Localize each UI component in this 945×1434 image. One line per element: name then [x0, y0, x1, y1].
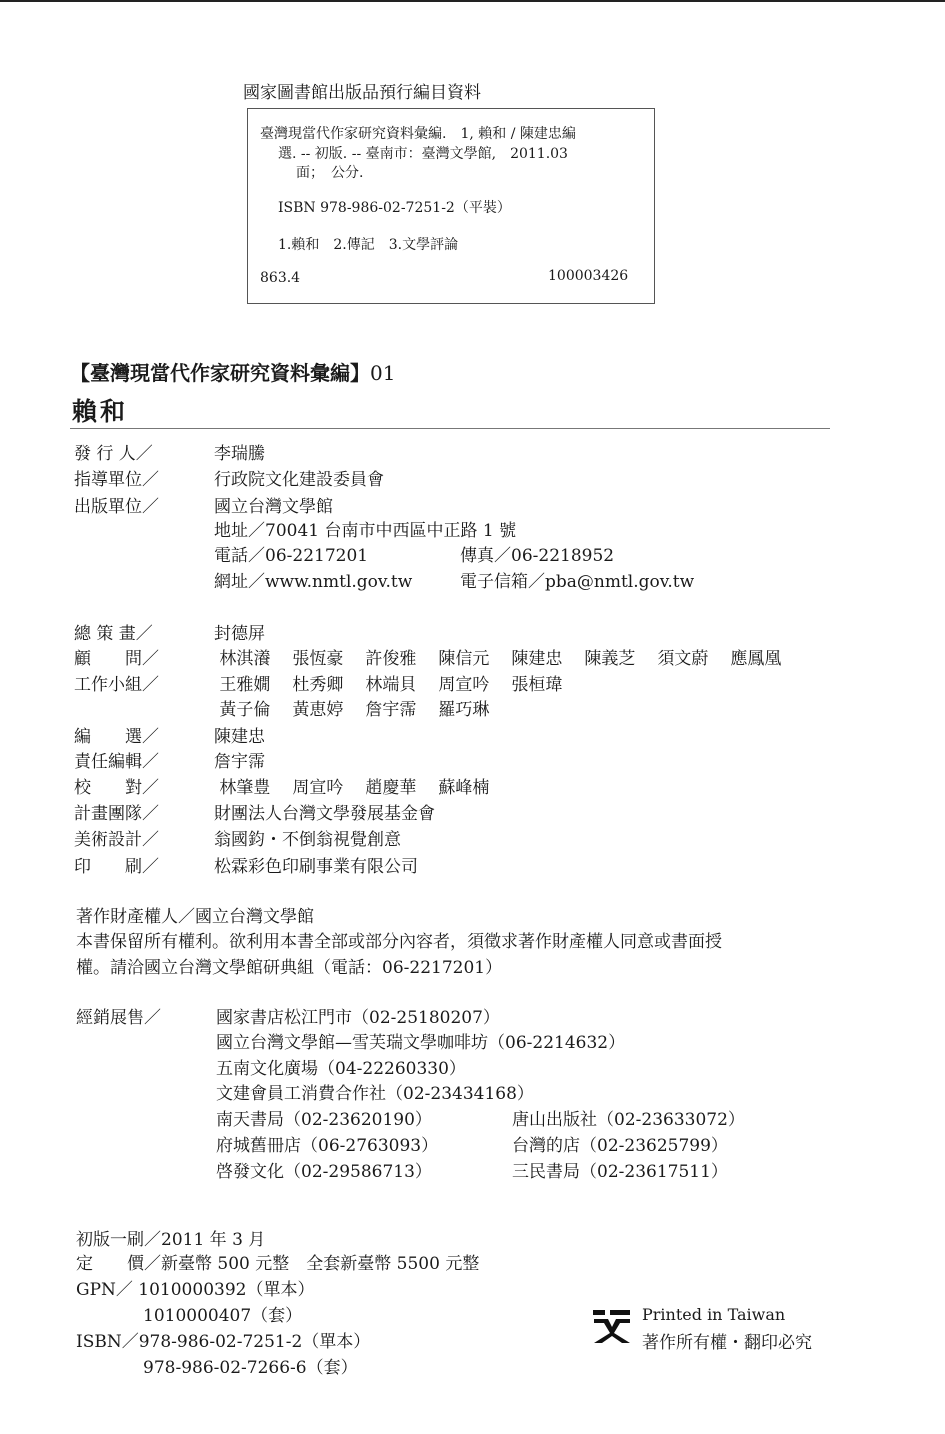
- project-team-row: [74, 803, 435, 825]
- cip-record-box: [247, 108, 655, 304]
- advisor-name: 應鳳凰: [730, 649, 782, 669]
- team-member: 張桓瑋: [511, 675, 563, 695]
- publisher-row: [74, 443, 265, 465]
- cip-heading: 國家圖書館出版品預行編目資料: [243, 83, 481, 103]
- resp-editor-value: 詹宇霈: [214, 752, 265, 772]
- supervisor-value: 行政院文化建設委員會: [214, 470, 384, 490]
- advisor-name: 陳義芝: [584, 649, 636, 669]
- art-design-label: 美術設計／: [74, 830, 159, 850]
- team-member: 周宣吟: [438, 675, 490, 695]
- team-member: 詹宇霈: [365, 700, 417, 720]
- isbn-set: 978-986-02-7266-6（套）: [143, 1358, 358, 1378]
- distribution-label: 經銷展售／: [76, 1008, 161, 1028]
- series-title: [70, 357, 395, 386]
- cip-subjects: 1.賴和 2.傳記 3.文學評論: [278, 237, 459, 253]
- cip-line3: 面； 公分.: [296, 165, 364, 181]
- distributor: 五南文化廣場（04-22260330）: [216, 1059, 466, 1079]
- publisher-value: 李瑞騰: [214, 444, 265, 464]
- gpn: GPN／ 1010000392（單本）: [76, 1280, 315, 1300]
- cip-isbn: ISBN 978-986-02-7251-2（平裝）: [278, 200, 511, 216]
- book-title: 賴和: [72, 397, 129, 426]
- proofread-row: [74, 777, 511, 799]
- proofreader-name: 蘇峰楠: [438, 778, 490, 798]
- proofreader-name: 周宣吟: [292, 778, 344, 798]
- resp-editor-row: [74, 751, 265, 773]
- distributor: 啓發文化（02-29586713）: [216, 1162, 432, 1182]
- team-label: 工作小組／: [74, 675, 159, 695]
- project-team-label: 計畫團隊／: [74, 804, 159, 824]
- resp-editor-label: 責任編輯／: [74, 752, 159, 772]
- gpn-set: 1010000407（套）: [143, 1306, 303, 1326]
- unit-value: 國立台灣文學館: [214, 497, 333, 517]
- all-rights-reserved: 著作所有權・翻印必究: [642, 1333, 812, 1353]
- series-name: 【臺灣現當代作家研究資料彙編】: [70, 361, 370, 385]
- distributor: 三民書局（02-23617511）: [512, 1162, 728, 1182]
- advisors-row: [74, 648, 803, 670]
- supervisor-row: [74, 469, 384, 491]
- phone: 電話／06-2217201: [214, 546, 369, 566]
- isbn: ISBN／978-986-02-7251-2（單本）: [76, 1332, 371, 1352]
- advisor-name: 陳建忠: [511, 649, 563, 669]
- distributor: 文建會員工消費合作社（02-23434168）: [216, 1084, 534, 1104]
- unit-row: [74, 496, 333, 518]
- printing-label: 印 刷／: [74, 857, 159, 877]
- team-member: 杜秀卿: [292, 675, 344, 695]
- cip-record-number: 100003426: [548, 268, 629, 284]
- proofreader-name: 趙慶華: [365, 778, 417, 798]
- cip-class-number: 863.4: [260, 270, 301, 286]
- art-design-value: 翁國鈞・不倒翁視覺創意: [214, 830, 401, 850]
- team-row-2: [74, 699, 511, 721]
- proofread-list: [214, 778, 511, 798]
- distributor: 台灣的店（02-23625799）: [512, 1136, 728, 1156]
- distributor: 南天書局（02-23620190）: [216, 1110, 432, 1130]
- printed-in-taiwan: Printed in Taiwan: [642, 1305, 786, 1324]
- advisors-list: [214, 649, 803, 669]
- distributor: 府城舊冊店（06-2763093）: [216, 1136, 439, 1156]
- editor-row: [74, 726, 265, 748]
- price: 定 價／新臺幣 500 元整 全套新臺幣 5500 元整: [76, 1254, 480, 1274]
- edition: 初版一刷／2011 年 3 月: [76, 1230, 266, 1250]
- team-member: 黃子倫: [219, 700, 271, 720]
- title-divider: [70, 428, 830, 429]
- copyright-notice-1: 本書保留所有權利。欲利用本書全部或部分內容者，須徵求著作財產權人同意或書面授: [76, 932, 722, 952]
- cip-line2: 選. -- 初版. -- 臺南市：臺灣文學館, 2011.03: [278, 146, 568, 162]
- planner-row: [74, 623, 265, 645]
- advisor-name: 須文蔚: [657, 649, 709, 669]
- distributor: 國立台灣文學館—雪芙瑞文學咖啡坊（06-2214632）: [216, 1033, 626, 1053]
- page-top-border: [0, 0, 945, 2]
- series-number: 01: [370, 361, 396, 385]
- email: 電子信箱／pba@nmtl.gov.tw: [460, 572, 695, 592]
- supervisor-label: 指導單位／: [74, 470, 159, 490]
- distributor: 國家書店松江門市（02-25180207）: [216, 1008, 500, 1028]
- proofread-label: 校 對／: [74, 778, 159, 798]
- advisors-label: 顧 問／: [74, 649, 159, 669]
- planner-label: 總 策 畫／: [74, 624, 153, 644]
- project-team-value: 財團法人台灣文學發展基金會: [214, 804, 435, 824]
- book-logo-icon: [592, 1309, 632, 1345]
- advisor-name: 許俊雅: [365, 649, 417, 669]
- distributor: 唐山出版社（02-23633072）: [512, 1110, 745, 1130]
- advisor-name: 張恆豪: [292, 649, 344, 669]
- advisor-name: 林淇瀁: [219, 649, 271, 669]
- cip-line1: 臺灣現當代作家研究資料彙編. 1, 賴和 / 陳建忠編: [260, 126, 576, 142]
- proofreader-name: 林肇豊: [219, 778, 271, 798]
- team-member: 王雅嫺: [219, 675, 271, 695]
- address: 地址／70041 台南市中西區中正路 1 號: [214, 521, 517, 541]
- publisher-label: 發 行 人／: [74, 444, 153, 464]
- copyright-holder: 著作財產權人／國立台灣文學館: [76, 907, 314, 927]
- team-member: 林端貝: [365, 675, 417, 695]
- editor-value: 陳建忠: [214, 727, 265, 747]
- unit-label: 出版單位／: [74, 497, 159, 517]
- team-row: [74, 674, 584, 696]
- team-list-2: [214, 700, 511, 720]
- team-list-1: [214, 675, 584, 695]
- printing-value: 松霖彩色印刷事業有限公司: [214, 857, 418, 877]
- team-member: 黃恵婷: [292, 700, 344, 720]
- planner-value: 封德屏: [214, 624, 265, 644]
- art-design-row: [74, 829, 401, 851]
- editor-label: 編 選／: [74, 727, 159, 747]
- copyright-notice-2: 權。請洽國立台灣文學館研典組（電話：06-2217201）: [76, 958, 503, 978]
- advisor-name: 陳信元: [438, 649, 490, 669]
- team-member: 羅巧琳: [438, 700, 490, 720]
- printing-row: [74, 856, 418, 878]
- fax: 傳真／06-2218952: [460, 546, 615, 566]
- website: 網址／www.nmtl.gov.tw: [214, 572, 413, 592]
